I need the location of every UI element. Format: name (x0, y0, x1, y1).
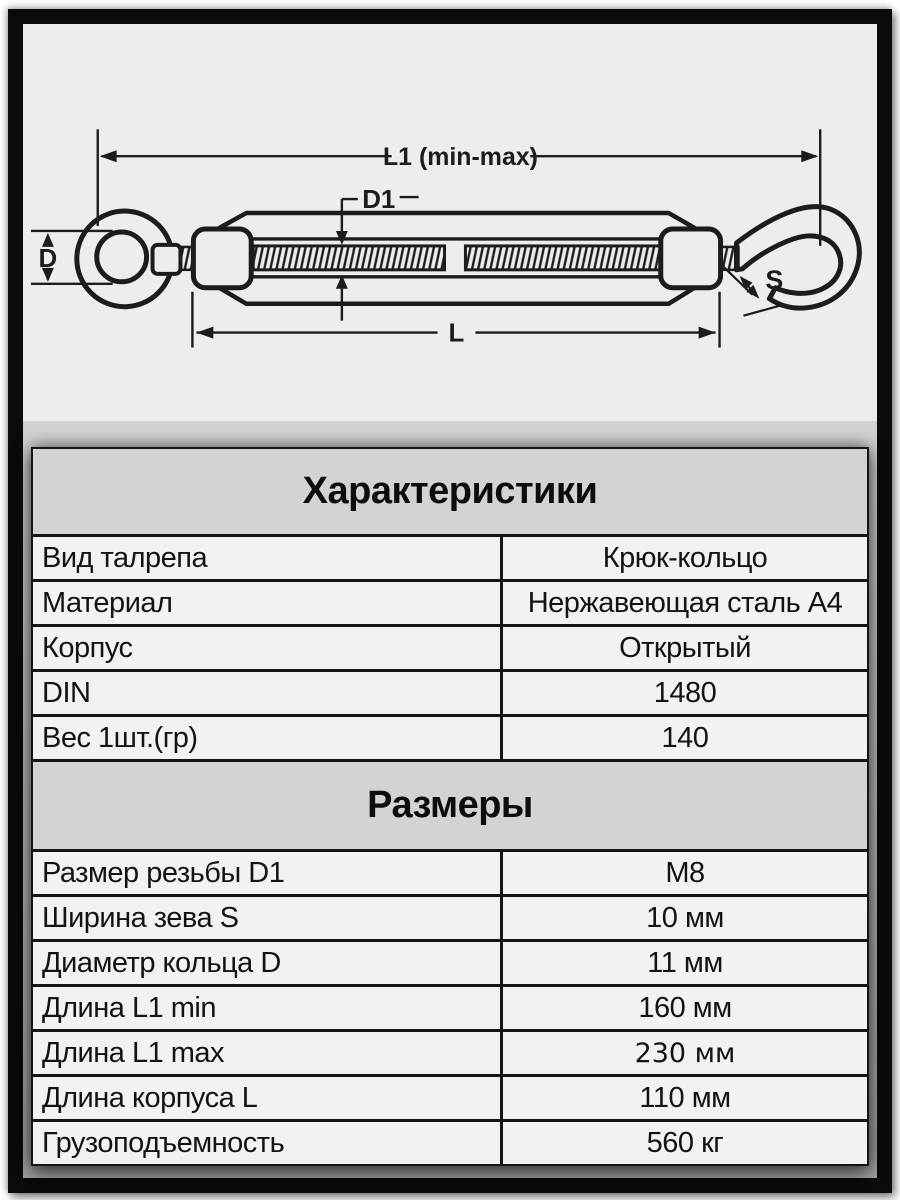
spec-table-area (23, 421, 877, 1178)
table-row (33, 852, 867, 897)
table-row (33, 537, 867, 582)
spec-label: DIN (33, 672, 503, 714)
spec-label: Вид талрепа (33, 537, 503, 579)
l-arrow-right (699, 327, 716, 339)
spec-value: Крюк-кольцо (602, 541, 768, 574)
end-cap-left (193, 229, 251, 288)
spec-value: Нержавеющая сталь А4 (527, 586, 843, 619)
table-row (33, 987, 867, 1032)
section-title-characteristics: Характеристики (33, 449, 867, 537)
threaded-rod-left (253, 246, 444, 270)
table-row (33, 897, 867, 942)
spec-label: Длина корпуса L (33, 1077, 503, 1119)
spec-sheet (8, 9, 892, 1193)
table-row (33, 717, 867, 762)
section-title-dimensions: Размеры (33, 762, 867, 852)
spec-value: 160 мм (638, 991, 732, 1024)
l1-arrow-left (100, 150, 117, 162)
spec-value: 1480 (653, 676, 717, 709)
table-row (33, 627, 867, 672)
spec-label: Материал (33, 582, 503, 624)
technical-drawing (23, 24, 877, 421)
spec-value: М8 (665, 856, 705, 889)
spec-label: Диаметр кольца D (33, 942, 503, 984)
spec-value: 11 мм (647, 946, 723, 979)
spec-label: Грузоподъемность (33, 1122, 503, 1164)
eye-ring-inner (97, 232, 147, 282)
table-row (33, 942, 867, 987)
l1-label: L1 (min-max) (382, 143, 538, 172)
spec-label: Ширина зева S (33, 897, 503, 939)
s-label: S (765, 264, 784, 295)
table-row (33, 1077, 867, 1122)
d1-label: D1 (362, 186, 396, 215)
end-cap-right (661, 229, 721, 288)
spec-value: 140 (661, 721, 709, 754)
spec-value: 560 кг (646, 1126, 724, 1159)
table-row (33, 1032, 867, 1077)
spec-value: 230 мм (634, 1037, 736, 1069)
l-label: L (448, 319, 465, 348)
spec-label: Размер резьбы D1 (33, 852, 503, 894)
spec-label: Длина L1 max (33, 1032, 503, 1074)
turnbuckle-diagram (23, 24, 877, 421)
l-arrow-left (196, 327, 213, 339)
spec-label: Вес 1шт.(гр) (33, 717, 503, 759)
spec-table (31, 447, 869, 1166)
spec-label: Длина L1 min (33, 987, 503, 1029)
spec-label: Корпус (33, 627, 503, 669)
threaded-rod-right (465, 246, 660, 270)
eye-nut (153, 245, 181, 274)
spec-value: 110 мм (639, 1081, 731, 1114)
table-row (33, 582, 867, 627)
spec-value: Открытый (619, 631, 751, 664)
table-row (33, 672, 867, 717)
spec-value: 10 мм (646, 901, 724, 934)
d-label: D (38, 244, 58, 273)
l1-arrow-right (801, 150, 818, 162)
table-row (33, 1122, 867, 1164)
